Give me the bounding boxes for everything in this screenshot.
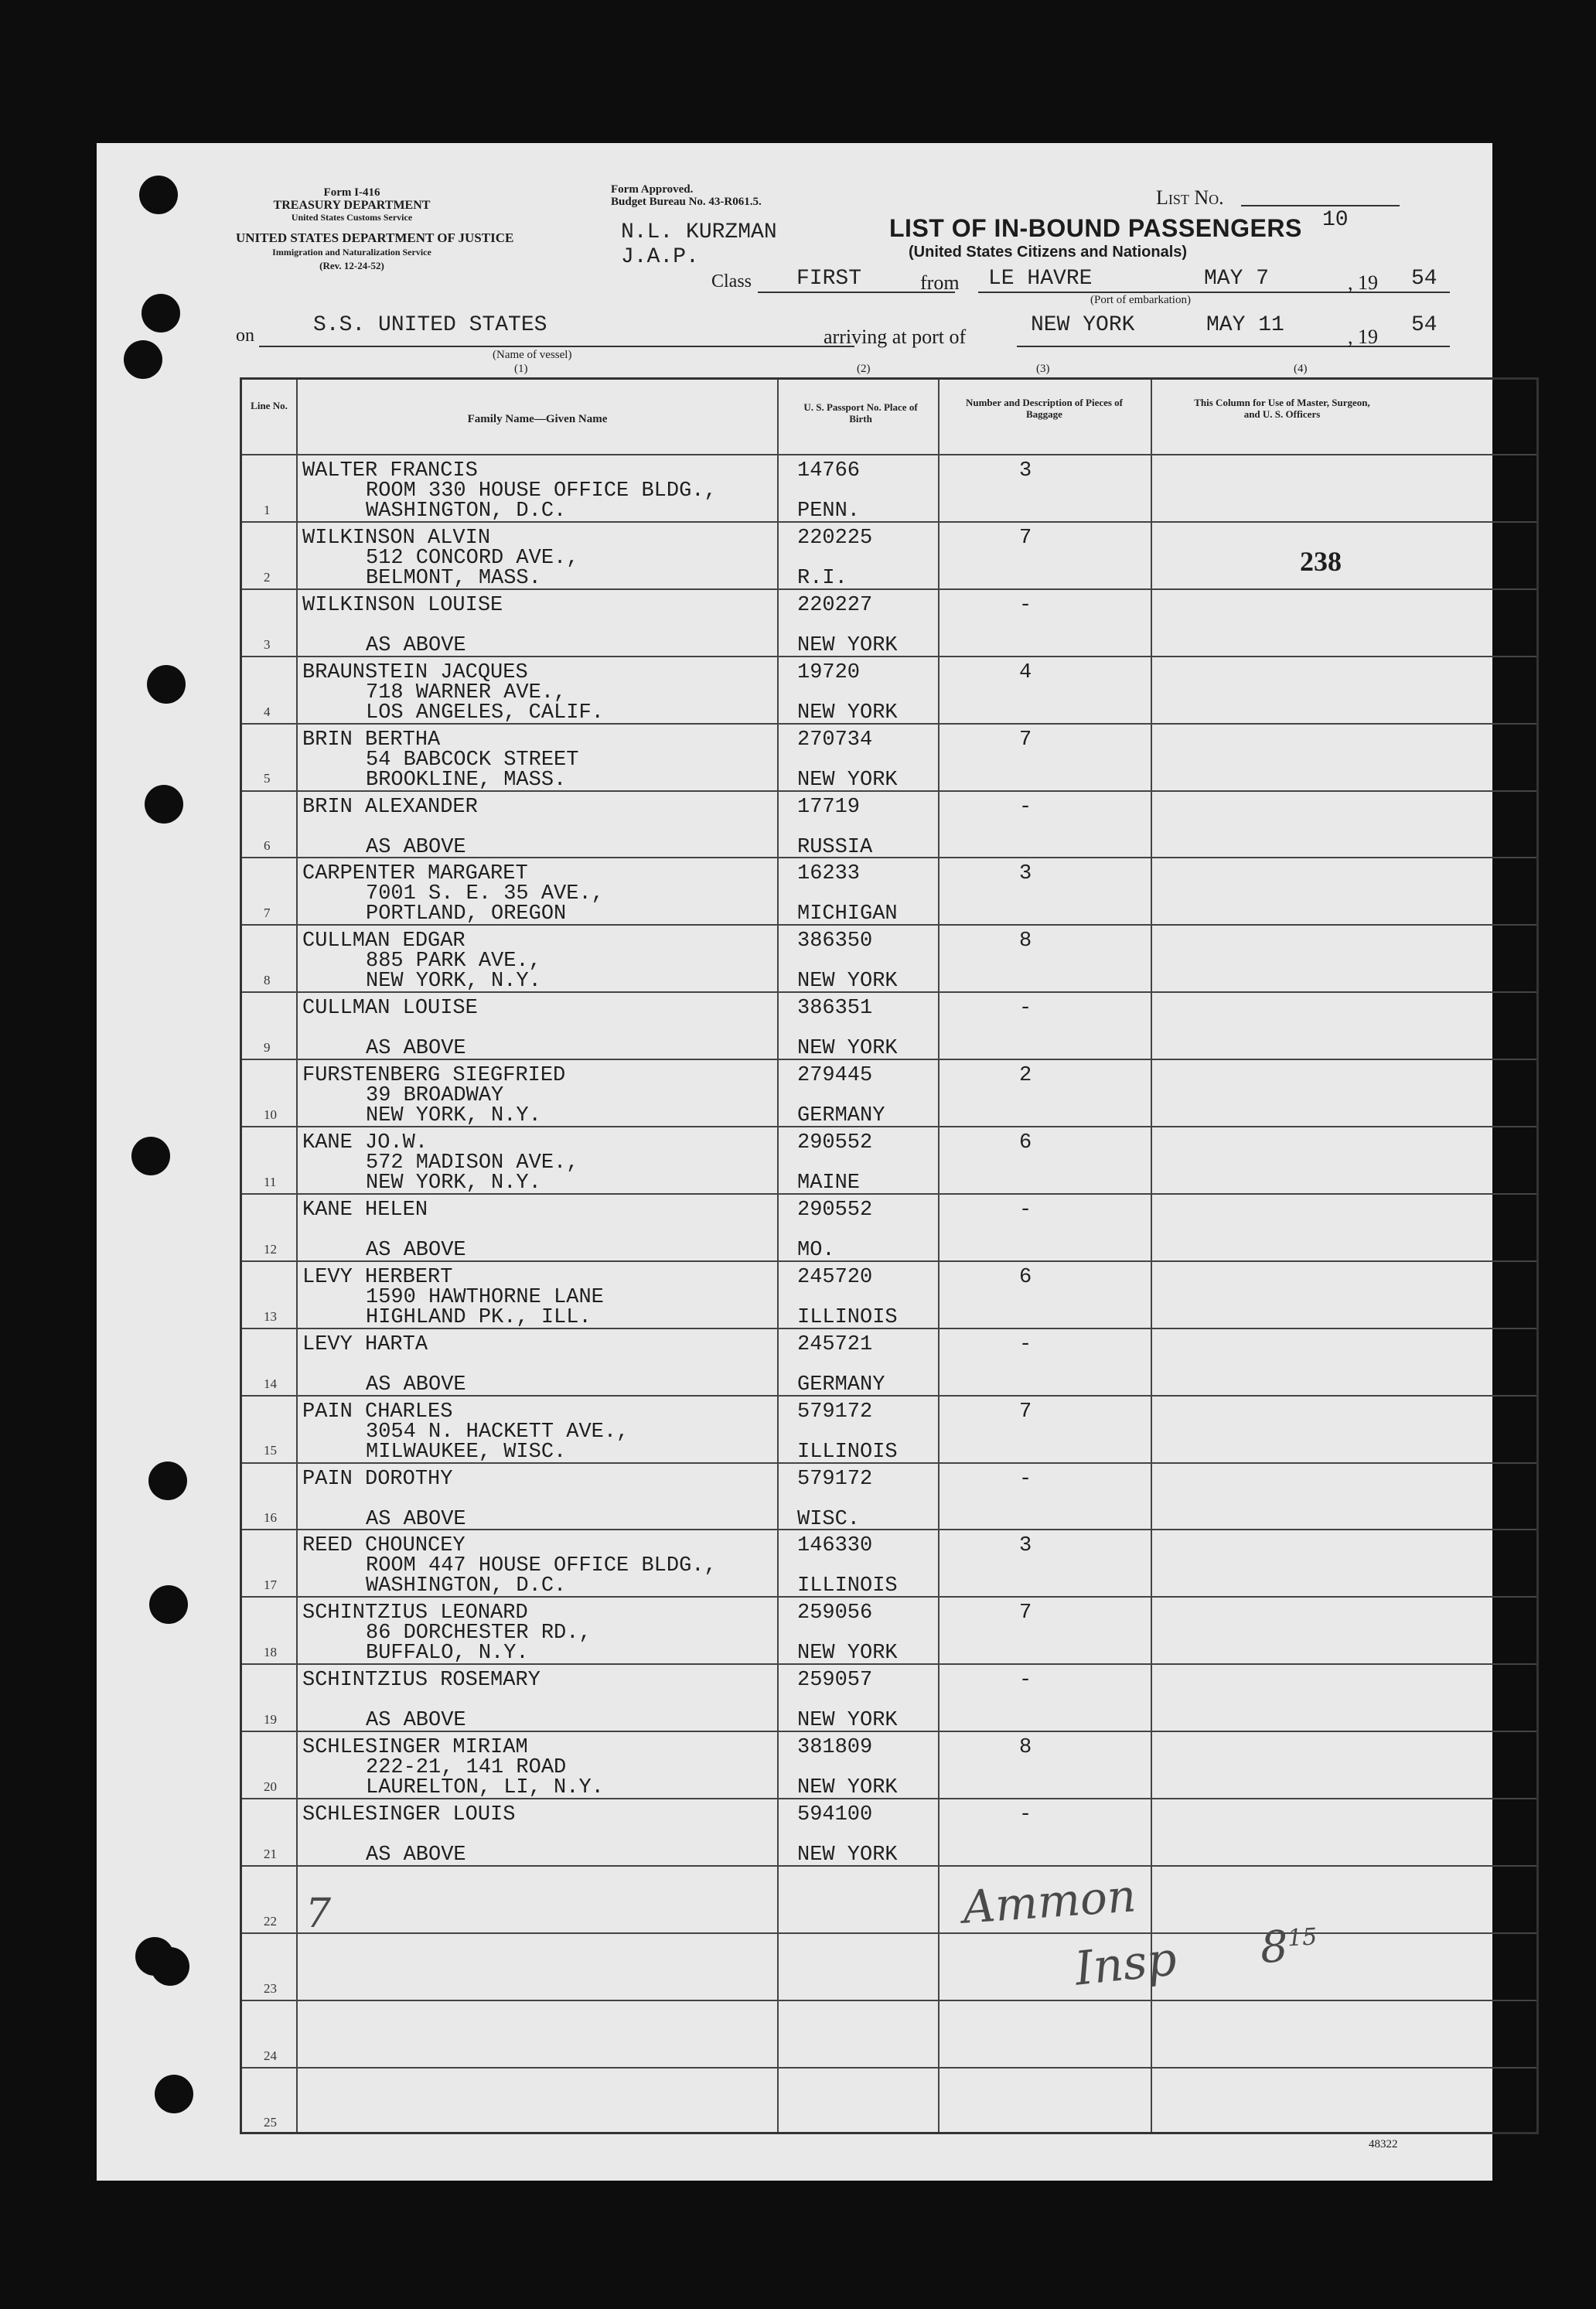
line-number: 20 (264, 1779, 277, 1794)
baggage-count: - (1019, 997, 1032, 1021)
passport-number: 259056 (797, 1601, 873, 1625)
passport-number: 19720 (797, 660, 861, 684)
place-of-birth: RUSSIA (797, 835, 873, 859)
line-number: 10 (264, 1107, 277, 1122)
line-number: 3 (264, 636, 271, 652)
address-line-2: LOS ANGELES, CALIF. (366, 701, 604, 725)
address-line-1: 222-21, 141 ROAD (366, 1756, 567, 1780)
baggage-count: 7 (1019, 1400, 1032, 1424)
address-line-1: 718 WARNER AVE., (366, 680, 567, 704)
line-number: 25 (264, 2115, 277, 2130)
address-line-2: AS ABOVE (366, 1709, 466, 1733)
place-of-birth: GERMANY (797, 1373, 885, 1397)
passport-number: 270734 (797, 728, 873, 752)
table-row (242, 1059, 1536, 1127)
header-line-no: Line No. (251, 400, 288, 411)
line-number: 22 (264, 1913, 277, 1929)
address-line-2: AS ABOVE (366, 633, 466, 657)
handwritten-time: $8^{15}$ (1259, 1922, 1318, 1973)
passenger-name: SCHINTZIUS ROSEMARY (302, 1669, 541, 1693)
list-number: 10 (1322, 208, 1349, 232)
address-line-1: 54 BABCOCK STREET (366, 748, 579, 772)
place-of-birth: MICHIGAN (797, 902, 898, 926)
place-of-birth: PENN. (797, 500, 861, 523)
table-row (242, 1798, 1536, 1867)
header-officers: This Column for Use of Master, Surgeon, and U. S. Officers (1194, 397, 1370, 420)
line-number: 19 (264, 1712, 277, 1727)
address-line-1: 1590 HAWTHORNE LANE (366, 1285, 604, 1309)
handwritten-mark: 7 (305, 1891, 332, 1937)
year-prefix-1: , 19 (1348, 271, 1378, 294)
arrival-date: MAY 11 (1206, 313, 1284, 337)
baggage-count: - (1019, 593, 1032, 617)
address-line-2: NEW YORK, N.Y. (366, 1172, 541, 1195)
baggage-count: 7 (1019, 526, 1032, 550)
place-of-birth: NEW YORK (797, 1037, 898, 1061)
handwritten-signature: Ammon (960, 1869, 1138, 1934)
passenger-name: CARPENTER MARGARET (302, 862, 528, 886)
baggage-count: 7 (1019, 728, 1032, 752)
table-body (242, 380, 1536, 2132)
baggage-count: 4 (1019, 660, 1032, 684)
baggage-count: 3 (1019, 1534, 1032, 1558)
vessel-name: S.S. UNITED STATES (313, 313, 547, 337)
form-approved: Form Approved. (611, 183, 694, 196)
address-line-2: BROOKLINE, MASS. (366, 768, 567, 792)
baggage-count: 8 (1019, 1736, 1032, 1760)
address-line-2: WASHINGTON, D.C. (366, 1574, 567, 1598)
place-of-birth: MO. (797, 1238, 835, 1262)
table-row (242, 1596, 1536, 1665)
baggage-count: 8 (1019, 929, 1032, 953)
passport-number: 594100 (797, 1803, 873, 1826)
line-number: 2 (264, 569, 271, 585)
passport-number: 220225 (797, 526, 873, 550)
place-of-birth: NEW YORK (797, 970, 898, 994)
table-row (242, 1193, 1536, 1262)
header-baggage: Number and Description of Pieces of Baggage (965, 397, 1124, 420)
passport-number: 386351 (797, 997, 873, 1021)
list-title: LIST OF IN-BOUND PASSENGERS (889, 214, 1302, 242)
port-embarkation-caption: (Port of embarkation) (1090, 294, 1191, 306)
customs-service: United States Customs Service (291, 212, 413, 223)
manifest-page (97, 143, 1492, 2181)
place-of-birth: R.I. (797, 566, 847, 590)
form-code: 48322 (1369, 2138, 1398, 2150)
address-line-2: AS ABOVE (366, 1373, 466, 1397)
line-number: 4 (264, 704, 271, 719)
address-line-2: NEW YORK, N.Y. (366, 970, 541, 994)
place-of-birth: NEW YORK (797, 1843, 898, 1867)
table-row (242, 1663, 1536, 1732)
line-number: 21 (264, 1846, 277, 1861)
table-row (242, 723, 1536, 792)
place-of-birth: NEW YORK (797, 1776, 898, 1800)
passenger-name: SCHLESINGER LOUIS (302, 1803, 516, 1826)
table-row (242, 1865, 1536, 1934)
passenger-name: CULLMAN LOUISE (302, 997, 478, 1021)
line-number: 9 (264, 1040, 271, 1056)
header-name: Family Name—Given Name (467, 413, 608, 425)
address-line-1: 86 DORCHESTER RD., (366, 1622, 592, 1646)
line-number: 17 (264, 1577, 277, 1593)
address-line-2: AS ABOVE (366, 1843, 466, 1867)
address-line-2: MILWAUKEE, WISC. (366, 1440, 567, 1464)
passenger-name: BRIN BERTHA (302, 728, 441, 752)
punch-hole (148, 1461, 187, 1500)
table-row (242, 1462, 1536, 1531)
line-number: 8 (264, 973, 271, 988)
place-of-birth: WISC. (797, 1507, 861, 1531)
address-line-2: HIGHLAND PK., ILL. (366, 1305, 592, 1329)
passenger-name: BRAUNSTEIN JACQUES (302, 660, 528, 684)
line-number: 7 (264, 906, 271, 921)
address-line-2: AS ABOVE (366, 1507, 466, 1531)
table-row (242, 1328, 1536, 1397)
place-of-birth: NEW YORK (797, 633, 898, 657)
passport-number: 386350 (797, 929, 873, 953)
address-line-1: 7001 S. E. 35 AVE., (366, 882, 604, 906)
address-line-1: 39 BROADWAY (366, 1084, 504, 1108)
line-number: 14 (264, 1376, 277, 1391)
passenger-name: BRIN ALEXANDER (302, 795, 478, 819)
agent-line-1: N.L. KURZMAN (621, 220, 777, 244)
address-line-1: ROOM 447 HOUSE OFFICE BLDG., (366, 1554, 717, 1578)
address-line-1: 572 MADISON AVE., (366, 1151, 579, 1175)
arriving-label: arriving at port of (824, 326, 967, 348)
list-no-label: List No. (1156, 186, 1224, 209)
passenger-name: KANE HELEN (302, 1198, 428, 1222)
address-line-2: AS ABOVE (366, 1238, 466, 1262)
passport-number: 16233 (797, 862, 861, 886)
table-row (242, 1395, 1536, 1464)
address-line-2: BUFFALO, N.Y. (366, 1642, 529, 1666)
baggage-count: - (1019, 795, 1032, 819)
table-row (242, 521, 1536, 590)
baggage-count: 3 (1019, 459, 1032, 483)
handwritten-initials: Insp (1072, 1932, 1179, 1997)
address-line-2: AS ABOVE (366, 1037, 466, 1061)
baggage-count: - (1019, 1332, 1032, 1356)
address-line-2: BELMONT, MASS. (366, 566, 541, 590)
place-of-birth: MAINE (797, 1172, 861, 1195)
place-of-birth: ILLINOIS (797, 1440, 898, 1464)
baggage-count: - (1019, 1803, 1032, 1826)
table-row (242, 790, 1536, 859)
passenger-name: WILKINSON LOUISE (302, 593, 503, 617)
embarkation-port: LE HAVRE (988, 267, 1093, 291)
passenger-name: FURSTENBERG SIEGFRIED (302, 1064, 566, 1088)
baggage-count: 6 (1019, 1131, 1032, 1154)
baggage-count: 7 (1019, 1601, 1032, 1625)
class-value: FIRST (796, 267, 862, 291)
punch-hole (155, 2075, 193, 2113)
passport-number: 17719 (797, 795, 861, 819)
passenger-name: CULLMAN EDGAR (302, 929, 466, 953)
vessel-caption: (Name of vessel) (493, 349, 572, 361)
table-row (242, 1731, 1536, 1799)
table-row (242, 1126, 1536, 1195)
table-row (242, 2000, 1536, 2069)
year-prefix-2: , 19 (1348, 326, 1378, 348)
year-1: 54 (1411, 267, 1437, 291)
passenger-name: SCHINTZIUS LEONARD (302, 1601, 528, 1625)
col2-number: (2) (857, 363, 871, 375)
table-row (242, 857, 1536, 926)
passenger-name: SCHLESINGER MIRIAM (302, 1736, 528, 1760)
place-of-birth: ILLINOIS (797, 1574, 898, 1598)
passport-number: 245721 (797, 1332, 873, 1356)
punch-hole (139, 176, 178, 214)
passenger-name: REED CHOUNCEY (302, 1534, 466, 1558)
passport-number: 579172 (797, 1467, 873, 1491)
header-passport: U. S. Passport No. Place of Birth (803, 401, 918, 425)
table-row (242, 1260, 1536, 1329)
baggage-count: 2 (1019, 1064, 1032, 1088)
passenger-name: LEVY HARTA (302, 1332, 428, 1356)
address-line-2: LAURELTON, LI, N.Y. (366, 1776, 604, 1800)
col3-number: (3) (1036, 363, 1050, 375)
treasury-dept: TREASURY DEPARTMENT (273, 199, 431, 212)
passport-number: 14766 (797, 459, 861, 483)
place-of-birth: GERMANY (797, 1104, 885, 1128)
ins-service: Immigration and Naturalization Service (272, 247, 431, 258)
budget-number: Budget Bureau No. 43-R061.5. (611, 196, 762, 208)
address-line-1: 3054 N. HACKETT AVE., (366, 1420, 629, 1444)
place-of-birth: ILLINOIS (797, 1305, 898, 1329)
line-number: 18 (264, 1645, 277, 1660)
line-number: 24 (264, 2048, 277, 2063)
arrival-port: NEW YORK (1031, 313, 1135, 337)
punch-hole (145, 785, 183, 824)
punch-hole (151, 1947, 189, 1986)
passenger-name: PAIN CHARLES (302, 1400, 453, 1424)
passenger-name: PAIN DOROTHY (302, 1467, 453, 1491)
line-number: 16 (264, 1510, 277, 1526)
passport-number: 220227 (797, 593, 873, 617)
line-number: 11 (264, 1174, 277, 1189)
justice-dept: UNITED STATES DEPARTMENT OF JUSTICE (236, 230, 514, 245)
passport-number: 290552 (797, 1131, 873, 1154)
passport-number: 245720 (797, 1265, 873, 1289)
address-line-2: NEW YORK, N.Y. (366, 1104, 541, 1128)
line-number: 13 (264, 1308, 277, 1324)
table-row (242, 991, 1536, 1060)
passport-number: 381809 (797, 1736, 873, 1760)
embarkation-date: MAY 7 (1204, 267, 1270, 291)
baggage-count: 3 (1019, 862, 1032, 886)
address-line-1: 885 PARK AVE., (366, 950, 541, 974)
punch-hole (147, 665, 186, 704)
punch-hole (142, 294, 180, 333)
table-row (242, 2067, 1536, 2136)
line-number: 15 (264, 1443, 277, 1458)
table-row (242, 1932, 1536, 2001)
officer-note: 238 (1300, 545, 1342, 577)
passenger-table (240, 377, 1539, 2134)
punch-hole (149, 1585, 188, 1624)
passport-number: 259057 (797, 1669, 873, 1693)
passport-number: 290552 (797, 1198, 873, 1222)
from-label: from (920, 271, 960, 294)
revision: (Rev. 12-24-52) (319, 260, 384, 271)
line-number: 23 (264, 1980, 277, 1996)
line-number: 5 (264, 771, 271, 786)
class-label: Class (711, 271, 752, 292)
address-line-2: AS ABOVE (366, 835, 466, 859)
table-row (242, 588, 1536, 657)
baggage-count: - (1019, 1669, 1032, 1693)
agent-line-2: J.A.P. (621, 245, 699, 269)
place-of-birth: NEW YORK (797, 1709, 898, 1733)
place-of-birth: NEW YORK (797, 768, 898, 792)
table-row (242, 1529, 1536, 1598)
baggage-count: - (1019, 1198, 1032, 1222)
line-number: 1 (264, 502, 271, 517)
passport-number: 579172 (797, 1400, 873, 1424)
address-line-1: ROOM 330 HOUSE OFFICE BLDG., (366, 479, 717, 503)
passenger-name: WALTER FRANCIS (302, 459, 478, 483)
passport-number: 279445 (797, 1064, 873, 1088)
punch-hole (131, 1137, 170, 1175)
passenger-name: LEVY HERBERT (302, 1265, 453, 1289)
on-label: on (236, 326, 254, 346)
table-row (242, 656, 1536, 725)
address-line-1: 512 CONCORD AVE., (366, 546, 579, 570)
punch-hole (124, 340, 162, 379)
passport-number: 146330 (797, 1534, 873, 1558)
list-subtitle: (United States Citizens and Nationals) (909, 244, 1188, 261)
place-of-birth: NEW YORK (797, 1642, 898, 1666)
passenger-name: KANE JO.W. (302, 1131, 428, 1154)
place-of-birth: NEW YORK (797, 701, 898, 725)
line-number: 6 (264, 838, 271, 854)
passenger-name: WILKINSON ALVIN (302, 526, 491, 550)
col1-number: (1) (514, 363, 528, 375)
baggage-count: 6 (1019, 1265, 1032, 1289)
form-number: Form I-416 (323, 186, 380, 199)
baggage-count: - (1019, 1467, 1032, 1491)
col4-number: (4) (1294, 363, 1308, 375)
table-row (242, 454, 1536, 523)
line-number: 12 (264, 1241, 277, 1257)
year-2: 54 (1411, 313, 1437, 337)
table-row (242, 924, 1536, 993)
address-line-2: WASHINGTON, D.C. (366, 500, 567, 523)
address-line-2: PORTLAND, OREGON (366, 902, 567, 926)
